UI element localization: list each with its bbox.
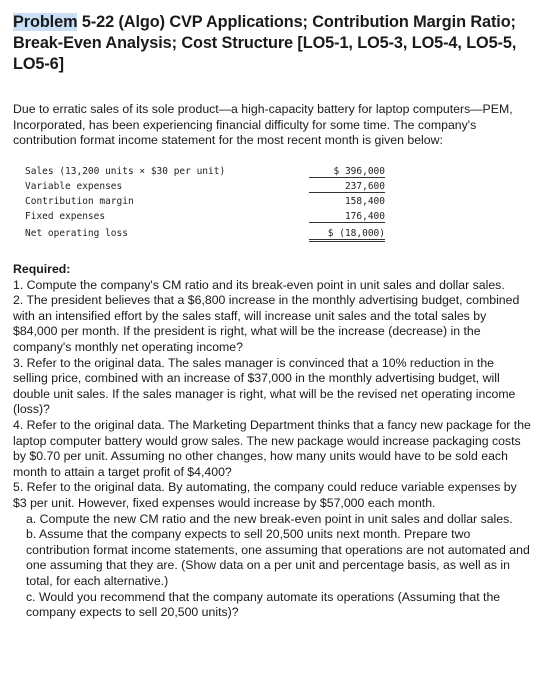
statement-row-sales — [25, 166, 385, 181]
statement-row-fixed-expenses — [25, 211, 385, 226]
required-item-5: 5. Refer to the original data. By automating, the company could reduce variable expenses by $3 per unit. However, fixed expenses would increase by $57,000 each month. — [13, 480, 517, 511]
required-section — [13, 262, 532, 621]
required-item-1: 1. Compute the company's CM ratio and its break-even point in unit sales and dollar sales. — [13, 277, 505, 292]
required-heading: Required: — [13, 262, 71, 277]
problem-title — [13, 12, 532, 75]
title-rest: 5-22 (Algo) CVP Applications; Contribution Margin Ratio; Break-Even Analysis; Cost Structure [LO5-1, LO5-3, LO5-4, LO5-5, LO5-6] — [13, 13, 517, 73]
statement-label: Variable expenses — [25, 181, 123, 193]
intro-paragraph: Due to erratic sales of its sole product—a high-capacity battery for laptop computers—PEM, Incorporated, has been experiencing financial difficulty for some time. The company's contribution format income statement for the most recent month is given below: — [13, 102, 513, 148]
required-item-3: 3. Refer to the original data. The sales manager is convinced that a 10% reduction in the selling price, combined with an increase of $37,000 in the monthly advertising budget, will double unit sales. If the sales manager is right, what will be the revised net operating income (loss)? — [13, 355, 516, 417]
required-item-2: 2. The president believes that a $6,800 increase in the monthly advertising budget, combined with an intensified effort by the sales staff, will increase unit sales and the total sales by $84,000 per month. If the president is right, what will be the increase (decrease) in the company's monthly net operating income? — [13, 293, 520, 355]
required-subitem-b: b. Assume that the company expects to sell 20,500 units next month. Prepare two contribution format income statements, one assuming that operations are not automated and one assuming that they are. (Show data on a per unit and percentage basis, as well as in total, for each alternative.) — [26, 527, 530, 588]
statement-value: 176,400 — [309, 211, 385, 223]
statement-label: Net operating loss — [25, 228, 128, 240]
title-highlight: Problem — [13, 13, 78, 31]
statement-label: Fixed expenses — [25, 211, 106, 223]
statement-label: Sales (13,200 units × $30 per unit) — [25, 166, 226, 178]
income-statement — [25, 166, 532, 246]
statement-value: 237,600 — [309, 181, 385, 193]
statement-value: $ 396,000 — [309, 166, 385, 178]
statement-value: $ (18,000) — [309, 228, 385, 242]
statement-label: Contribution margin — [25, 196, 134, 208]
statement-row-variable-expenses — [25, 181, 385, 196]
required-subitem-a: a. Compute the new CM ratio and the new break-even point in unit sales and dollar sales. — [26, 511, 513, 526]
statement-row-net-operating-loss — [25, 228, 385, 243]
statement-row-contribution-margin — [25, 196, 385, 211]
required-item-4: 4. Refer to the original data. The Marketing Department thinks that a fancy new package for the laptop computer battery would grow sales. The new package would increase packaging costs by $0.70 per unit. Assuming no other changes, how many units would have to be sold each month to attain a target profit of $4,400? — [13, 418, 531, 479]
statement-value: 158,400 — [344, 196, 385, 208]
required-subitem-c: c. Would you recommend that the company automate its operations (Assuming that the company expects to sell 20,500 units)? — [26, 589, 501, 620]
